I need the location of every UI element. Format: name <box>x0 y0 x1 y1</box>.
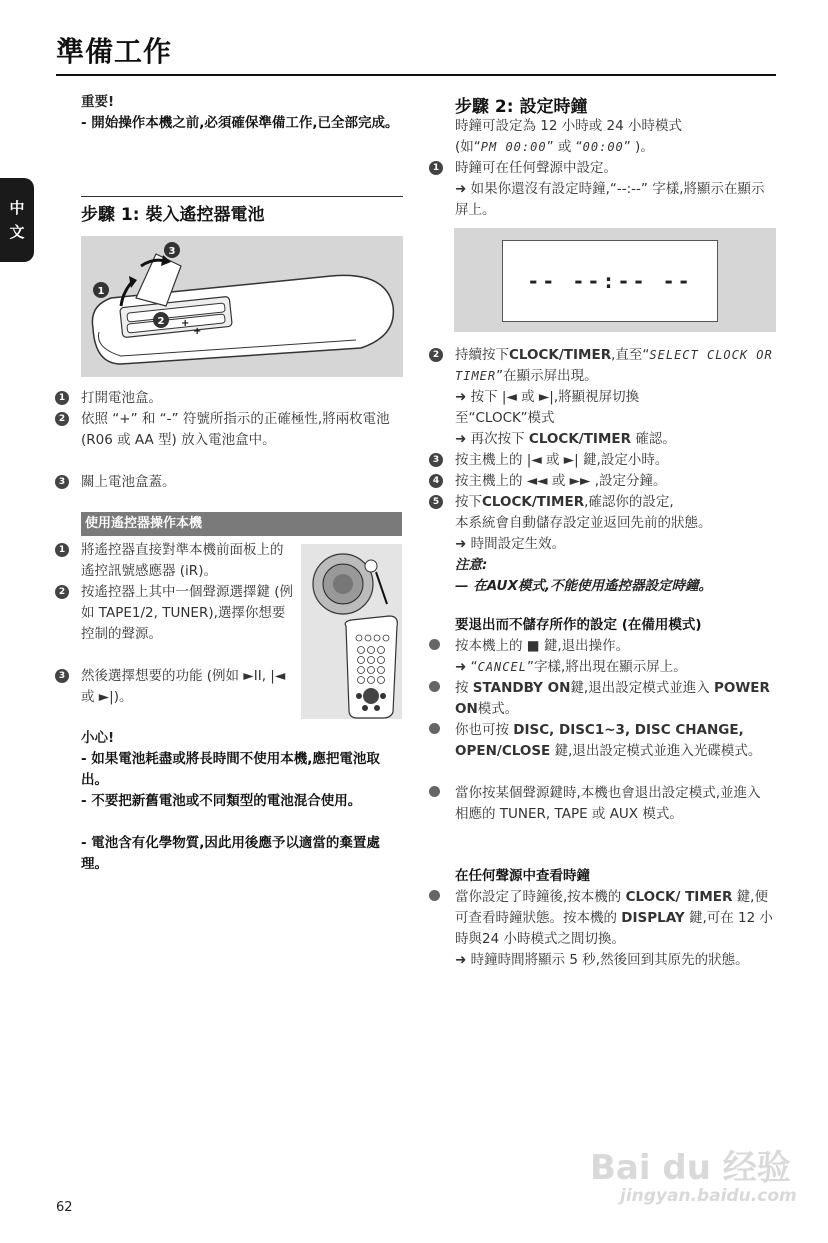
section-bar-remote: 使用遙控器操作本機 <box>81 512 402 536</box>
step1-rule <box>81 196 403 197</box>
display-readout: -- --:-- -- <box>527 269 693 293</box>
bullet-icon <box>429 681 440 692</box>
clock-item-2: 2 持續按下CLOCK/TIMER,直至“SELECT CLOCK OR TIMER”在顯示屏出現。 ➜ 按下 |◄ 或 ►|,將顯視屏切換至“CLOCK”模式 ➜ 再次按下 CLOCK/TIMER 確認。 <box>429 345 774 450</box>
clock-item-4: 4 按主機上的 ◄◄ 或 ►► ,設定分鐘。 <box>429 471 774 492</box>
step-number-icon: 1 <box>55 543 69 557</box>
step-number-icon: 3 <box>429 453 443 467</box>
caution-line-1: - 如果電池耗盡或將長時間不使用本機,應把電池取出。 <box>81 751 380 788</box>
important-title: 重要! <box>81 94 115 110</box>
bullet-icon <box>429 723 440 734</box>
caution-title: 小心! <box>81 730 115 746</box>
title-rule <box>56 74 776 76</box>
bullet-icon <box>429 786 440 797</box>
svg-text:+: + <box>181 318 190 329</box>
clock-item-3: 3 按主機上的 |◄ 或 ►| 鍵,設定小時。 <box>429 450 774 471</box>
clock-item-2-arrow-1: ➜ 按下 |◄ 或 ►|,將顯視屏切換至“CLOCK”模式 <box>455 389 640 426</box>
page-number: 62 <box>56 1200 73 1215</box>
step2-example: (如“PM 00:00” 或 “00:00” )。 <box>455 139 654 155</box>
exit-item-2: 按 STANDBY ON鍵,退出設定模式並進入 POWER ON模式。 <box>429 678 774 720</box>
bullet-icon <box>429 639 440 650</box>
exit-title: 要退出而不儲存所作的設定 (在備用模式) <box>455 617 702 633</box>
figure-label-3: 3 <box>168 246 176 257</box>
note-text: — 在AUX模式,不能使用遙控器設定時鐘。 <box>455 578 713 594</box>
caution-line-2: - 不要把新舊電池或不同類型的電池混合使用。 <box>81 793 362 809</box>
lang-tab-char-2: 文 <box>9 223 25 241</box>
figure-label-1: 1 <box>97 286 105 297</box>
remote-figure <box>301 544 402 719</box>
lcd-text-select: SELECT CLOCK OR TIMER <box>455 348 773 383</box>
battery-figure <box>81 236 403 377</box>
step1-title: 步驟 1: 裝入遙控器電池 <box>81 205 265 225</box>
clock-item-5: 5 按下CLOCK/TIMER,確認你的設定, 本系統會自動儲存設定並返回先前的狀態。 ➜ 時間設定生效。 <box>429 492 779 555</box>
lang-tab-char-1: 中 <box>9 199 25 217</box>
battery-item-3: 3 關上電池盒蓋。 <box>55 472 395 493</box>
display-screen <box>502 240 718 322</box>
exit-item-3: 你也可按 DISC, DISC1~3, DISC CHANGE, OPEN/CLOSE 鍵,退出設定模式並進入光碟模式。 <box>429 720 774 762</box>
clock-item-5-line2: 本系統會自動儲存設定並返回先前的狀態。 <box>455 515 712 531</box>
step-number-icon: 1 <box>55 391 69 405</box>
lcd-text-cancel: CANCEL <box>477 660 527 674</box>
step-number-icon: 3 <box>55 669 69 683</box>
page-title: 準備工作 <box>56 35 173 68</box>
lcd-text-24h: 00:00 <box>582 140 624 154</box>
lcd-text-pm: PM 00:00 <box>480 140 547 154</box>
step2-intro: 時鐘可設定為 12 小時或 24 小時模式 <box>455 118 683 134</box>
step-number-icon: 2 <box>55 585 69 599</box>
step-number-icon: 2 <box>55 412 69 426</box>
remote-item-1: 1 將遙控器直接對準本機前面板上的遙控訊號感應器 (iR)。 <box>55 540 295 582</box>
important-text: - 開始操作本機之前,必須確保準備工作,已全部完成。 <box>81 115 399 131</box>
clock-item-1: 1 時鐘可在任何聲源中設定。 ➜ 如果你還沒有設定時鐘,“--:--” 字樣,將顯示在顯示屏上。 <box>429 158 774 221</box>
view-item-1-arrow: ➜ 時鐘時間將顯示 5 秒,然後回到其原先的狀態。 <box>455 952 749 968</box>
step-number-icon: 1 <box>429 161 443 175</box>
watermark-url: jingyan.baidu.com <box>620 1186 797 1206</box>
step2-title: 步驟 2: 設定時鐘 <box>455 97 588 117</box>
step-number-icon: 3 <box>55 475 69 489</box>
step-number-icon: 4 <box>429 474 443 488</box>
remote-battery-illustration <box>81 236 403 377</box>
bullet-icon <box>429 890 440 901</box>
clock-item-2-arrow-2: ➜ 再次按下 CLOCK/TIMER 確認。 <box>455 431 676 447</box>
step-number-icon: 2 <box>429 348 443 362</box>
note-title: 注意: <box>455 557 488 573</box>
remote-control-illustration <box>301 544 402 719</box>
remote-item-2: 2 按遙控器上其中一個聲源選擇鍵 (例如 TAPE1/2, TUNER),選擇你想要控制的聲源。 <box>55 582 295 645</box>
step-number-icon: 5 <box>429 495 443 509</box>
clock-item-5-arrow: ➜ 時間設定生效。 <box>455 536 566 552</box>
svg-text:+: + <box>193 326 202 337</box>
exit-item-1: 按本機上的 ■ 鍵,退出操作。 ➜ “CANCEL”字樣,將出現在顯示屏上。 <box>429 636 774 678</box>
view-title: 在任何聲源中查看時鐘 <box>455 868 590 884</box>
figure-label-2: 2 <box>157 316 165 327</box>
clock-item-1-arrow: ➜ 如果你還沒有設定時鐘,“--:--” 字樣,將顯示在顯示屏上。 <box>455 181 765 218</box>
display-figure <box>454 228 776 332</box>
language-tab <box>0 178 34 262</box>
remote-item-3: 3 然後選擇想要的功能 (例如 ►II, |◄ 或 ►|)。 <box>55 666 295 708</box>
caution-line-3: - 電池含有化學物質,因此用後應予以適當的棄置處理。 <box>81 835 380 872</box>
battery-item-1: 1 打開電池盒。 <box>55 388 395 409</box>
exit-item-4: 當你按某個聲源鍵時,本機也會退出設定模式,並進入相應的 TUNER, TAPE 或 AUX 模式。 <box>429 783 774 825</box>
view-item-1: 當你設定了時鐘後,按本機的 CLOCK/ TIMER 鍵,便可查看時鐘狀態。按本機的 DISPLAY 鍵,可在 12 小時與24 小時模式之間切換。 ➜ 時鐘時間將顯示 5 秒,然後回到其原先的狀態。 <box>429 887 774 971</box>
battery-item-2: 2 依照 “+” 和 “-” 符號所指示的正確極性,將兩枚電池 (R06 或 AA 型) 放入電池盒中。 <box>55 409 395 451</box>
watermark-logo: Bai du 经验 <box>590 1148 791 1188</box>
